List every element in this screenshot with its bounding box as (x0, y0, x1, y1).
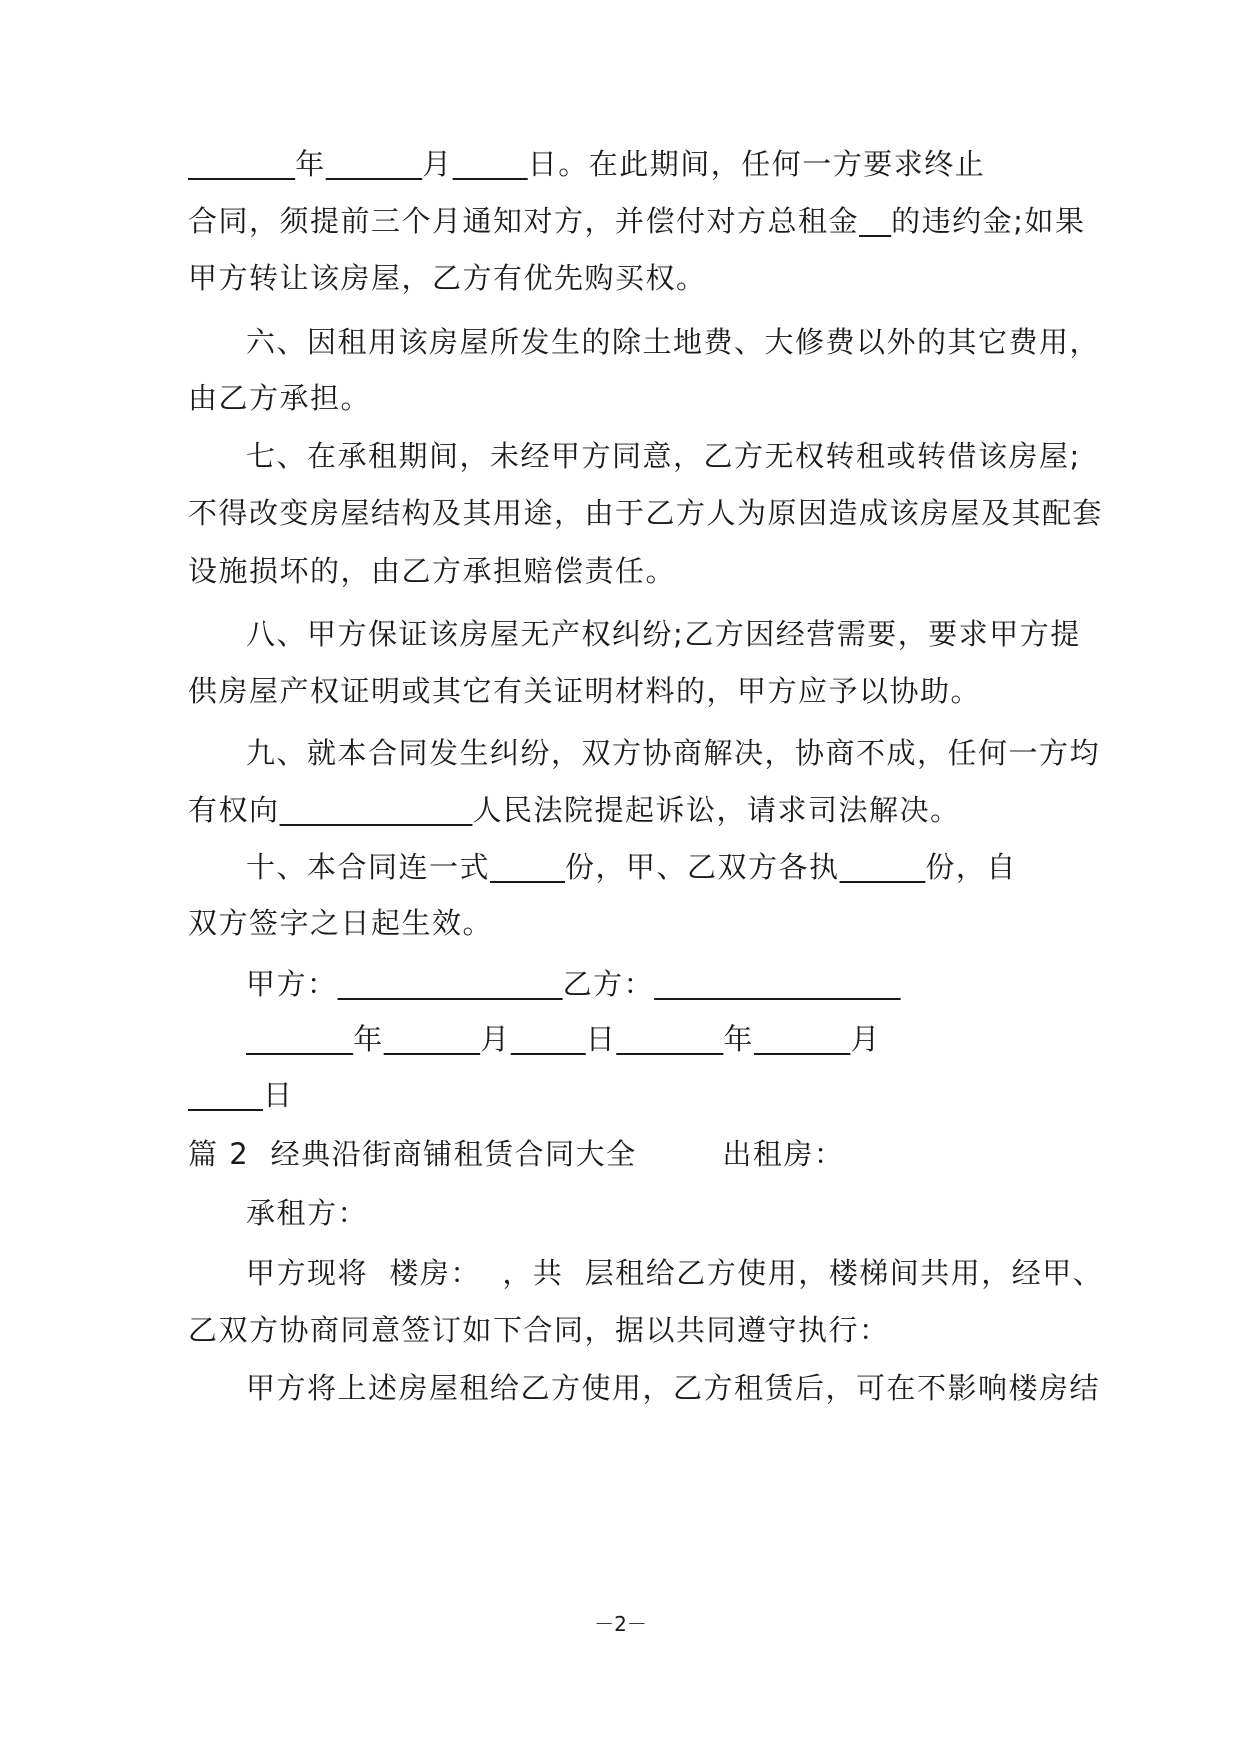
text-segment: 日。在此期间，任何一方要求终止 (527, 147, 986, 181)
text-segment: 人民法院提起诉讼，请求司法解决。 (472, 793, 961, 827)
text-segment: 月 (850, 1022, 881, 1056)
text-segment: 九、就本合同发生纠纷，双方协商解决，协商不成，任何一方均 (246, 736, 1101, 770)
blank-field (490, 850, 565, 884)
blank-field (326, 147, 422, 181)
text-segment: 八、甲方保证该房屋无产权纠纷;乙方因经营需要，要求甲方提 (246, 617, 1081, 651)
text-segment: 乙方： (562, 967, 655, 1001)
blank-field (338, 967, 563, 1001)
text-line (188, 790, 960, 830)
blank-field (511, 1022, 586, 1056)
blank-field (280, 793, 473, 827)
text-segment: 供房屋产权证明或其它有关证明材料的，甲方应予以协助。 (188, 674, 982, 708)
text-line (246, 733, 1100, 773)
text-line (188, 903, 493, 943)
text-segment: 六、因租用该房屋所发生的除土地费、大修费以外的其它费用， (246, 325, 1101, 359)
text-line (188, 1310, 890, 1350)
blank-field (840, 850, 926, 884)
blank-field (188, 147, 295, 181)
text-segment: 年 (353, 1022, 384, 1056)
text-line (188, 493, 1103, 533)
blank-field (754, 1022, 850, 1056)
text-segment: 的违约金;如果 (891, 204, 1086, 238)
blank-field (616, 1022, 723, 1056)
text-segment: 乙双方协商同意签订如下合同，据以共同遵守执行： (188, 1313, 890, 1347)
text-segment: 不得改变房屋结构及其用途，由于乙方人为原因造成该房屋及其配套 (188, 496, 1104, 530)
text-segment: 由乙方承担。 (188, 381, 372, 415)
text-line (188, 201, 1085, 241)
page-number: －2－ (594, 1612, 647, 1636)
text-line (246, 847, 1017, 887)
text-segment: 甲方将上述房屋租给乙方使用，乙方租赁后，可在不影响楼房结 (246, 1371, 1101, 1405)
text-segment: 日 (263, 1078, 294, 1112)
text-segment: 年 (723, 1022, 754, 1056)
text-segment: 承租方： (246, 1196, 369, 1230)
blank-field (453, 147, 528, 181)
text-segment: 月 (422, 147, 453, 181)
text-line (246, 436, 1081, 476)
text-segment: 篇 2 经典沿街商铺租赁合同大全 出租房： (188, 1137, 845, 1171)
text-line (246, 1193, 368, 1233)
text-segment: 双方签字之日起生效。 (188, 906, 494, 940)
text-line (246, 1019, 881, 1059)
text-line (188, 1134, 844, 1174)
blank-field (246, 1022, 353, 1056)
text-line (188, 551, 676, 591)
text-line (188, 378, 371, 418)
text-segment: 甲方： (246, 967, 338, 1001)
blank-field (859, 204, 891, 238)
text-segment: 十、本合同连一式 (246, 850, 491, 884)
text-line (246, 322, 1100, 362)
text-segment: 甲方现将 楼房： ，共 层租给乙方使用，楼梯间共用，经甲、 (246, 1256, 1104, 1290)
text-line (188, 258, 707, 298)
text-segment: 月 (480, 1022, 511, 1056)
text-segment: 合同，须提前三个月通知对方，并偿付对方总租金 (188, 204, 860, 238)
text-segment: 七、在承租期间，未经甲方同意，乙方无权转租或转借该房屋; (246, 439, 1081, 473)
text-segment: 日 (585, 1022, 617, 1056)
blank-field (384, 1022, 480, 1056)
text-line (246, 1368, 1100, 1408)
text-segment: 年 (295, 147, 326, 181)
text-segment: 份，甲、乙双方各执 (565, 850, 840, 884)
text-segment: 设施损坏的，由乙方承担赔偿责任。 (188, 554, 677, 588)
text-line (188, 671, 981, 711)
text-line (246, 614, 1081, 654)
text-segment: 甲方转让该房屋，乙方有优先购买权。 (188, 261, 707, 295)
blank-field (188, 1078, 263, 1112)
text-line (188, 1075, 294, 1115)
text-line (246, 1253, 1103, 1293)
text-segment: 有权向 (188, 793, 280, 827)
text-segment: 份，自 (925, 850, 1017, 884)
text-line (246, 964, 901, 1004)
text-line (188, 144, 985, 184)
blank-field (654, 967, 901, 1001)
